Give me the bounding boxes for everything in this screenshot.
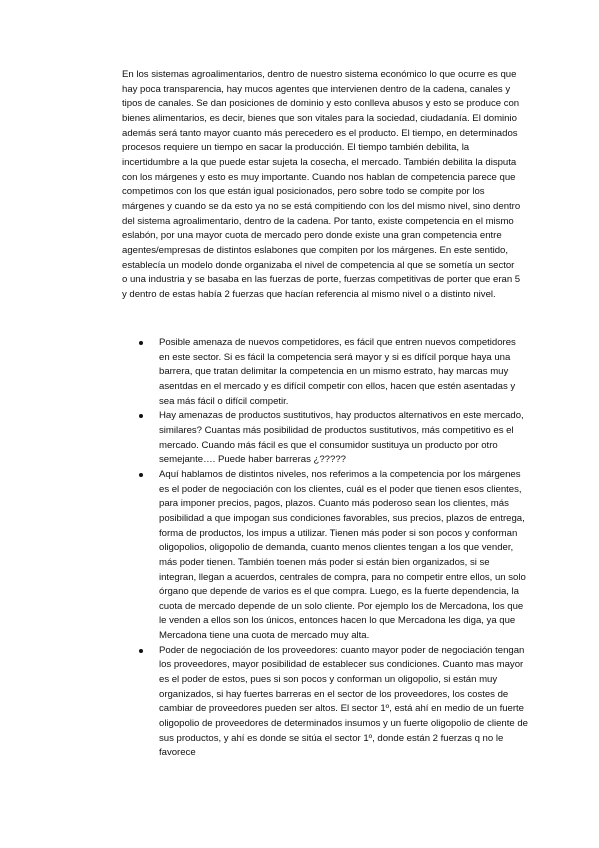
list-item-text: Posible amenaza de nuevos competidores, es fácil que entren nuevos competidores en este sector. Si es fácil la competencia será mayor y si es difícil porque haya una barrera, que tratan delimitar la competencia en un mismo estrato, hay marcas muy asentdas en el mercado y es difícil competir con ellos, hacen que estén asentadas y sea más fácil o difícil competir. xyxy=(159,337,516,407)
bullet-icon xyxy=(139,473,143,477)
bullet-icon xyxy=(139,414,143,418)
bullet-icon xyxy=(139,341,143,345)
list-item xyxy=(122,336,528,409)
porter-forces-list xyxy=(122,336,528,761)
list-item-text: Hay amenazas de productos sustitutivos, hay productos alternativos en este mercado, similares? Cuantas más posibilidad de productos sustitutivos, más competitivo es el mercado. Cuando más fácil es que el consumidor sustituya un producto por otro semejante…. Puede haber barreras ¿????? xyxy=(159,410,524,466)
list-item-text: Aquí hablamos de distintos niveles, nos referimos a la competencia por los márgenes es el poder de negociación con los clientes, cuál es el poder que tienen esos clientes, para imponer precios, pagos, plazos. Cuanto más poderoso sean los clientes, más posibilidad a que impogan sus condiciones favorables, sus precios, plazos de entrega, forma de productos, los impus a utilizar. Tienen más poder si son pocos y conforman oligopolios, oligopolio de demanda, cuanto menos clientes tengan a los que vender, más poder tienen. También toenen más poder si están bien organizados, si se integran, llegan a acuerdos, centrales de compra, para no competir entre ellos, un solo órgano que depende de varios es el que compra. Luego, es la fuerte dependencia, la cuota de mercado depende de un solo cliente. Por ejemplo los de Mercadona, los que le venden a ellos son los únicos, entonces hacen lo que Mercadona les diga, ya que Mercadona tiene una cuota de mercado muy alta. xyxy=(159,468,526,642)
list-item xyxy=(122,644,528,761)
list-item-text: Poder de negociación de los proveedores: cuanto mayor poder de negociación tengan los proveedores, mayor posibilidad de establecer sus condiciones. Cuanto mas mayor es el poder de estos, pues si son pocos y conforman un oligopolio, si están muy organizados, si hay fuertes barreras en el sector de los proveedores, los costes de cambiar de proveedores pueden ser altos. El sector 1º, está ahí en medio de un fuerte oligopolio de proveedores de determinados insumos y un fuerte oligopolio de cliente de sus productos, y ahí es donde se sitúa el sector 1º, donde están 2 fuerzas q no le favorece xyxy=(159,644,528,759)
bullet-icon xyxy=(139,649,143,653)
intro-paragraph: En los sistemas agroalimentarios, dentro de nuestro sistema económico lo que ocurre es que hay poca transparencia, hay mucos agentes que intervienen dentro de la cadena, canales y tipos de canales. Se dan posiciones de dominio y esto conlleva abusos y esto se produce con bienes alimentarios, es decir, bienes que son vitales para la sociedad, ciudadanía. El dominio además será tanto mayor cuanto más perecedero es el producto. El tiempo, en determinados procesos requiere un tiempo en sacar la producción. El tiempo también debilita, la incertidumbre a la que puede estar sujeta la cosecha, el mercado. También debilita la disputa con los márgenes y esto es muy importante. Cuando nos hablan de competencia parece que competimos con los que están igual posicionados, pero sobre todo se compite por los márgenes y cuando se da esto ya no se está compitiendo con los del mismo nivel, sino dentro del sistema agroalimentario, dentro de la cadena. Por tanto, existe competencia en el mismo eslabón, por una mayor cuota de mercado pero donde existe una gran competencia entre agentes/empresas de distintos eslabones que compiten por los márgenes. En este sentido, establecía un modelo donde organizaba el nivel de competencia al que se sometía un sector o una industria y se basaba en las fuerzas de porte, fuerzas competitivas de porter que eran 5 y dentro de estas había 2 fuerzas que hacían referencia al mismo nivel o a distinto nivel. xyxy=(122,69,521,300)
list-item xyxy=(122,409,528,468)
list-item xyxy=(122,468,528,644)
